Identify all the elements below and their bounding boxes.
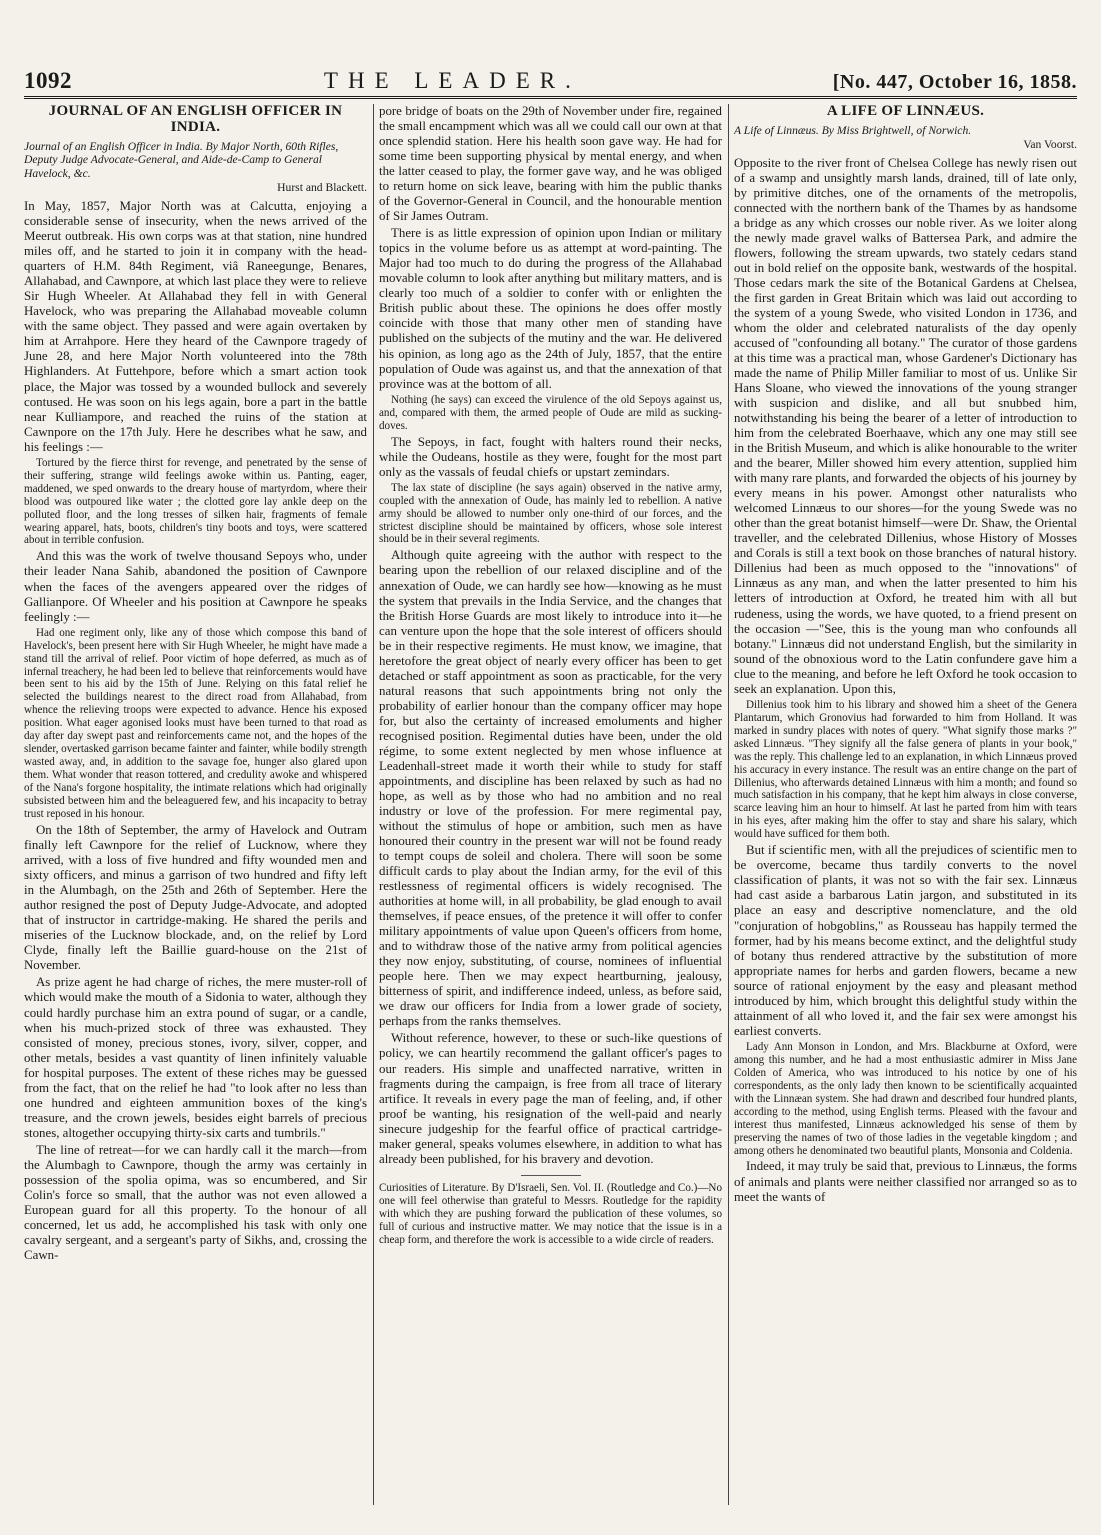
page-number: 1092	[24, 68, 72, 93]
quote: The lax state of discipline (he says again) observed in the native army, coupled with the annexation of Oude, has mainly led to rebellion. A native army should be allowed to number only one-third of our forces, and the strictest discipline should be maintained by officers, whose sole interest should be in their several regiments.	[379, 481, 722, 546]
paragraph: And this was the work of twelve thousand Sepoys who, under their leader Nana Sahib, abandoned the position of Cawnpore when the faces of the avengers appeared over the ridges of Gallianpore. Of Wheeler and his position at Cawnpore he speaks feelingly :—	[24, 549, 367, 624]
linnaeus-byline-text: A Life of Linnæus. By Miss Brightwell, of Norwich.	[734, 123, 972, 137]
paragraph: The Sepoys, in fact, fought with halters round their necks, while the Oudeans, hostile as they were, fought for the most part only as the vassals of feudal chiefs or upstart zemindars.	[379, 434, 722, 479]
journal-publisher: Hurst and Blackett.	[277, 181, 367, 195]
journal-body-part-2	[379, 104, 722, 1167]
paragraph: On the 18th of September, the army of Havelock and Outram finally left Cawnpore for the relief of Lucknow, where they arrived, with a loss of five hundred and fifty wounded men and sixty officers, and minus a garrison of two hundred and fifty left in the Alumbagh, on the 25th and 26th of September. Here the author resigned the post of Deputy Judge-Advocate, and adopted that of instructor in cartridge-making. He shared the perils and miseries of the Lucknow blockade, and, on the relief by Lord Clyde, finally left the Baillie guard-house on the 21st of November.	[24, 823, 367, 973]
journal-byline-text: Journal of an English Officer in India. By Major North, 60th Rifles, Deputy Judge Advocate-General, and Aide-de-Camp to General Havelock, &c.	[24, 139, 339, 181]
linnaeus-publisher: Van Voorst.	[1023, 137, 1077, 151]
paragraph: Although quite agreeing with the author with respect to the bearing upon the rebellion of our relaxed discipline and of the annexation of Oude, we can hardly see how—knowing as he must the system that prevails in the India Service, and the changes that the British Horse Guards are most likely to introduce into it—he can venture upon the hope that the sole interest of officers should be in their respective regiments. He must know, we imagine, that heretofore the great object of nearly every officer has been to get detached or staff appointment as soon as practicable, for the very natural reasons that such appointments bring not only the probability of earlier honour than the company officer may hope for, but also the certainty of increased emoluments and higher recognised position. Regimental duties have been, under the old régime, to some extent neglected by men whose influence at Leadenhall-street made it worth their while to study for staff appointments, and discipline has been relaxed by such as had no hope, as well as by those who had no ambition and no real industry or love of the profession. For mere regimental pay, without the stimulus of hope or ambition, such men as have honoured their country in the present war will not be found ready to tempt coups de soleil and cholera. There will soon be some difficult cards to play about the Indian army, for the evil of this restlessness of regimental officers is widely recognised. The authorities at home will, in all probability, be glad enough to avail themselves, if peace ensues, of the pretence it will offer to confer military appointments of value upon Queen's officers from home, and to withdraw those of the native army from political agencies they now enjoy, substituting, of course, nominees of influential people here. Then we may expect heartburning, jealousy, bitterness of spirit, and indifference indeed, unless, as before said, we draw our officers for India from a lower grade of society, perhaps from the ranks themselves.	[379, 548, 722, 1029]
journal-byline	[24, 140, 367, 196]
column-1	[24, 104, 367, 1505]
column-divider	[728, 104, 729, 1505]
column-3	[734, 104, 1077, 1505]
paragraph: In May, 1857, Major North was at Calcutta, enjoying a considerable sense of insecurity, when the news arrived of the Meerut outbreak. His own corps was at that station, nine hundred miles off, and he started to join it in company with the head-quarters of H.M. 84th Regiment, viâ Raneegunge, Benares, Allahabad, and Cawnpore, at which last place they were to relieve Sir Hugh Wheeler. At Allahabad they fell in with General Havelock, who was preparing the Allahabad moveable column with the same object. They passed and were again overtaken by him at Arrahpore. Here they heard of the Cawnpore tragedy of June 28, and here Major North volunteered into the 78th Highlanders. At Futtehpore, before which a smart action took place, the Major was tossed by a wounded bullock and severely contused. He was soon on his legs again, bore a part in the battle near Kulliampore, and reached the ruins of the station at Cawnpore on the 17th July. Here he describes what he saw, and his feelings :—	[24, 199, 367, 454]
linnaeus-body	[734, 156, 1077, 1205]
column-2	[379, 104, 722, 1505]
curiosities-notice: Curiosities of Literature. By D'Israeli, Sen. Vol. II. (Routledge and Co.)—No one will feel otherwise than grateful to Messrs. Routledge for the rapidity with which they are pushing forward the publication of these volumes, so full of curious and instructive matter. We may notice that the issue is in a cheap form, and therefore the work is accessible to a wide circle of readers.	[379, 1181, 722, 1247]
journal-body-part-1	[24, 199, 367, 1263]
linnaeus-heading: A LIFE OF LINNÆUS.	[826, 104, 985, 119]
paragraph: Without reference, however, to these or such-like questions of policy, we can heartily recommend the gallant officer's pages to our readers. His simple and unaffected narrative, written in fragments during the campaign, is free from all trace of literary artifice. It reveals in every page the man of feeling, and, if other proof be wanting, his resignation of the well-paid and nearly sinecure judgeship for the fearful office of practical cartridge-maker general, speaks volumes elsewhere, in addition to what has already been published, for his bravery and devotion.	[379, 1031, 722, 1166]
issue-info: [No. 447, October 16, 1858.	[832, 71, 1077, 93]
quote: Nothing (he says) can exceed the virulence of the old Sepoys against us, and, compared with them, the armed people of Oude are mild as sucking-doves.	[379, 393, 722, 432]
paragraph: As prize agent he had charge of riches, the mere muster-roll of which would make the mouth of a Sidonia to water, although they could hardly purchase him an extra pound of sugar, or a candle, when his much-prized stock of three was exhausted. They consisted of money, precious stones, ivory, silver, copper, and other metals, besides a vast quantity of linen infinitely valuable for hospital purposes. The extent of these riches may be guessed from the fact, that on the relief he had "to look after no less than one hundred and eighteen ammunition boxes of the king's treasure, and the crown jewels, besides eight barrels of precious stones, altogether occupying thirty-six carts and tumbrils."	[24, 975, 367, 1140]
paragraph: pore bridge of boats on the 29th of November under fire, regained the small encampment which was all we could call our own at that once splendid station. Here his health soon gave way. He had for some time been supporting physical by mental energy, and when the latter ceased to play, the former gave way, and he was obliged to return home on sick leave, bearing with him the public thanks of the Governor-General in Council, and the honourable mention of Sir James Outram.	[379, 104, 722, 224]
masthead	[24, 64, 1077, 99]
linnaeus-byline	[734, 124, 1077, 152]
journal-heading: JOURNAL OF AN ENGLISH OFFICER IN INDIA.	[48, 104, 343, 135]
quote: Tortured by the fierce thirst for revenge, and penetrated by the sense of their suffering, strange wild feelings awoke within us. Panting, eager, maddened, we sped onwards to the dreary house of martyrdom, where their blood was outpoured like water ; the clotted gore lay ankle deep on the polluted floor, and the long tresses of silken hair, fragments of female wearing apparel, hats, boots, children's tiny boots and toys, were scattered about in terrible confusion.	[24, 456, 367, 547]
quote: Had one regiment only, like any of those which compose this band of Havelock's, been present here with Sir Hugh Wheeler, he might have made a stand till the arrival of relief. Poor victim of hope deferred, as much as of infernal treachery, he had been led to believe that reinforcements would have been sent to his aid by the 15th of June. Relying on this fatal relief he selected the buildings nearest to the direct road from Allahabad, from whence the relieving troops were expected to advance. Hence his exposed position. What eager agonised looks must have been turned to that road as day after day swept past and reinforcements came not, and the hopes of the slender, overtasked garrison became fainter and fainter, while bodily strength wasted away, and, in addition to the savage foe, hunger also glared upon them. What wonder that reason tottered, and credulity awoke and whispered of the Nana's forgone hospitality, the intimate relations which had originally subsisted between him and the beleaguered few, and his incapacity to betray trust reposed in his honour.	[24, 626, 367, 821]
paragraph: But if scientific men, with all the prejudices of scientific men to be overcome, became thus tardily converts to the novel classification of plants, it was not so with the fair sex. Linnæus had cast aside a barbarous Latin jargon, and substituted in its place an easy and descriptive nomenclature, and the old "conjuration of hobgoblins," as Rousseau has happily termed the former, had by his means become extinct, and the delightful study of botany thus rendered attractive by the substitution of more appropriate names for herbs and garden flowers, became a new source of rational enjoyment by the easy and pleasant method introduced by him, which brought this delightful study within the attainment of all who loved it, and the fair sex were amongst his earliest converts.	[734, 843, 1077, 1038]
separator	[521, 1175, 581, 1176]
newspaper-title: THE LEADER.	[323, 68, 581, 93]
paragraph: The line of retreat—for we can hardly call it the march—from the Alumbagh to Cawnpore, though the army was certainly in possession of the spolia opima, was so encumbered, and Sir Colin's force so small, that the author was not even allowed a European guard for all this property. To the honour of all concerned, let us add, he accomplished his task with only one cavalry sergeant, and a sergeant's party of Sikhs, and, crossing the Cawn-	[24, 1142, 367, 1262]
paragraph: There is as little expression of opinion upon Indian or military topics in the volume before us as attempt at word-painting. The Major had too much to do during the progress of the Allahabad movable column to look after anything but military matters, and is clearly too much of a soldier to confer with or enlighten the British public about these. The opinions he does offer mostly coincide with those that many other men of standing have published on the subjects of the mutiny and the war. He delivered his opinion, as long ago as the 24th of July, 1857, that the entire population of Oude was against us, and that the annexation of that province was at the bottom of all.	[379, 226, 722, 391]
quote: Lady Ann Monson in London, and Mrs. Blackburne at Oxford, were among this number, and he had a most enthusiastic admirer in Miss Jane Colden of America, who was introduced to his notice by one of his correspondents, as the only lady then known to be scientifically acquainted with the Linnæan system. She had drawn and described four hundred plants, according to the method, using English terms. Pleased with the favour and interest thus manifested, Linnæus acknowledged his sense of them by preserving the names of two of those ladies in the vegetable kingdom ; and among others he denominated two beautiful plants, Monsonia and Coldenia.	[734, 1040, 1077, 1157]
columns	[24, 104, 1077, 1505]
column-divider	[373, 104, 374, 1505]
quote: Dillenius took him to his library and showed him a sheet of the Genera Plantarum, which Gronovius had forwarded to him from Holland. It was marked in sundry places with notes of query. "What signify those marks ?" asked Linnæus. "They signify all the false genera of plants in your book," was the reply. This challenge led to an explanation, in which Linnæus proved his accuracy in every instance. The result was an entire change on the part of Dillenius, who afterwards detained Linnæus with him a month; and found so much satisfaction in his company, that he kept him always in close converse, scarce leaving him an hour to himself. At last he parted from him with tears in his eyes, after making him the offer to stay and share his salary, which would have sufficed for them both.	[734, 698, 1077, 841]
paragraph: Indeed, it may truly be said that, previous to Linnæus, the forms of animals and plants were neither classified nor arranged so as to meet the wants of	[734, 1159, 1077, 1204]
paragraph: Opposite to the river front of Chelsea College has newly risen out of a swamp and unsightly marsh lands, drained, till of late only, by primitive ditches, one of the ornaments of the metropolis, connected with the northern bank of the Thames by as handsome a bridge as any which crosses our noble river. As we loiter along the newly made gravel walks of Battersea Park, and admire the flowers, following the stream upwards, two stately cedars stand out in bold relief on the opposite bank, westwards of the hospital. Those cedars mark the site of the Botanical Gardens at Chelsea, the first garden in Great Britain which was laid out according to the system of a young Swede, who visited London in 1736, and whom the older and celebrated naturalists of the day openly accused of "confounding all botany." The curator of those gardens at this time was a practical man, whose Gardener's Dictionary has made the name of Philip Miller familiar to most of us. Unlike Sir Hans Sloane, who viewed the innovations of the young stranger with suspicion and dislike, and all but snubbed him, notwithstanding his being the bearer of a letter of introduction to him from the celebrated Boerhaave, which any one may still see in the British Museum, and which is alike honourable to the writer and the bearer, Miller showed him every attention, supplied him with many rare plants, and forwarded the objects of his journey by every means in his power. Amongst other naturalists who welcomed Linnæus to our shores—for the young Swede was no other than the great botanist himself—were Dr. Shaw, the Oriental traveller, and the celebrated Dillenius, whose History of Mosses and Corals is still a text book on those branches of natural history. Dillenius had been as much opposed to the "innovations" of Linnæus as any man, and when the latter presented to him his letters of introduction at Oxford, he treated him with all but rudeness, using the words, we have quoted, to a friend present on the occasion —"See, this is the young man who confounds all botany." Linnæus did not understand English, but the similarity in sound of the obnoxious word to the Latin confundere gave him a clue to the meaning, and before he left Oxford he took occasion to seek an explanation. Upon this,	[734, 155, 1077, 696]
